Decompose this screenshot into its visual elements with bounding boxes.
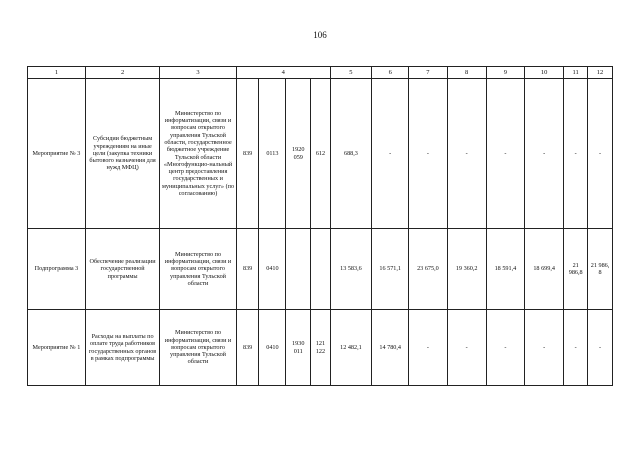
code-cell [311, 229, 331, 310]
value-cell: 18 591,4 [486, 229, 524, 310]
value-cell: 14 780,4 [372, 310, 409, 386]
value-cell: - [372, 79, 409, 229]
value-cell: 18 699,4 [525, 229, 564, 310]
executor-cell: Министерство по информатизации, связи и вопросам открытого управления Тульской области [160, 310, 236, 386]
value-cell: 688,3 [330, 79, 371, 229]
code-cell: 612 [311, 79, 331, 229]
code-cell: 0410 [259, 229, 286, 310]
code-cell [286, 229, 311, 310]
value-cell: 21 986, 8 [588, 229, 613, 310]
header-cell: 10 [525, 67, 564, 79]
code-cell: 0113 [259, 79, 286, 229]
header-cell: 8 [447, 67, 486, 79]
value-cell: - [409, 79, 447, 229]
description-cell: Обеспечение реализации государственной программы [85, 229, 159, 310]
header-cell: 6 [372, 67, 409, 79]
code-cell: 839 [236, 229, 259, 310]
code-cell: 0410 [259, 310, 286, 386]
page-number: 106 [313, 30, 327, 40]
header-cell: 7 [409, 67, 447, 79]
table-row [28, 79, 613, 229]
code-cell: 839 [236, 79, 259, 229]
value-cell: - [447, 310, 486, 386]
item-name-cell: Мероприятие № 1 [28, 310, 86, 386]
value-cell: - [447, 79, 486, 229]
value-cell: 16 571,1 [372, 229, 409, 310]
value-cell: - [409, 310, 447, 386]
code-cell: 839 [236, 310, 259, 386]
value-cell: - [564, 79, 588, 229]
header-cell: 9 [486, 67, 524, 79]
header-cell: 1 [28, 67, 86, 79]
table-row [28, 229, 613, 310]
header-cell: 2 [85, 67, 159, 79]
value-cell: - [588, 310, 613, 386]
item-name-cell: Подпрограмма 3 [28, 229, 86, 310]
value-cell: - [486, 310, 524, 386]
value-cell: - [486, 79, 524, 229]
code-cell: 121 122 [311, 310, 331, 386]
header-cell: 5 [330, 67, 371, 79]
value-cell: 13 583,6 [330, 229, 371, 310]
description-cell: Расходы на выплаты по оплате труда работников государственных органов в рамках подпрограммы [85, 310, 159, 386]
value-cell: - [525, 310, 564, 386]
description-cell: Субсидии бюджетным учреждениям на иные цели (закупка техники бытового назначения для нужд МФЦ) [85, 79, 159, 229]
header-cell: 4 [236, 67, 330, 79]
value-cell: 12 482,1 [330, 310, 371, 386]
value-cell: 19 360,2 [447, 229, 486, 310]
value-cell: - [525, 79, 564, 229]
value-cell: - [564, 310, 588, 386]
item-name-cell: Мероприятие № 3 [28, 79, 86, 229]
header-cell: 12 [588, 67, 613, 79]
executor-cell: Министерство по информатизации, связи и вопросам открытого управления Тульской области [160, 229, 236, 310]
header-row [28, 67, 613, 79]
value-cell: 21 986,8 [564, 229, 588, 310]
code-cell: 1930 011 [286, 310, 311, 386]
value-cell: 23 675,0 [409, 229, 447, 310]
header-cell: 11 [564, 67, 588, 79]
table-row [28, 310, 613, 386]
budget-table [27, 66, 613, 386]
code-cell: 1920 059 [286, 79, 311, 229]
value-cell: - [588, 79, 613, 229]
header-cell: 3 [160, 67, 236, 79]
executor-cell: Министерство по информатизации, связи и вопросам открытого управления Тульской области, государственное бюджетное учреждение Тульской области «Многофункцио-нальный центр предоставления государственных и муниципальных услуг» (по согласованию) [160, 79, 236, 229]
